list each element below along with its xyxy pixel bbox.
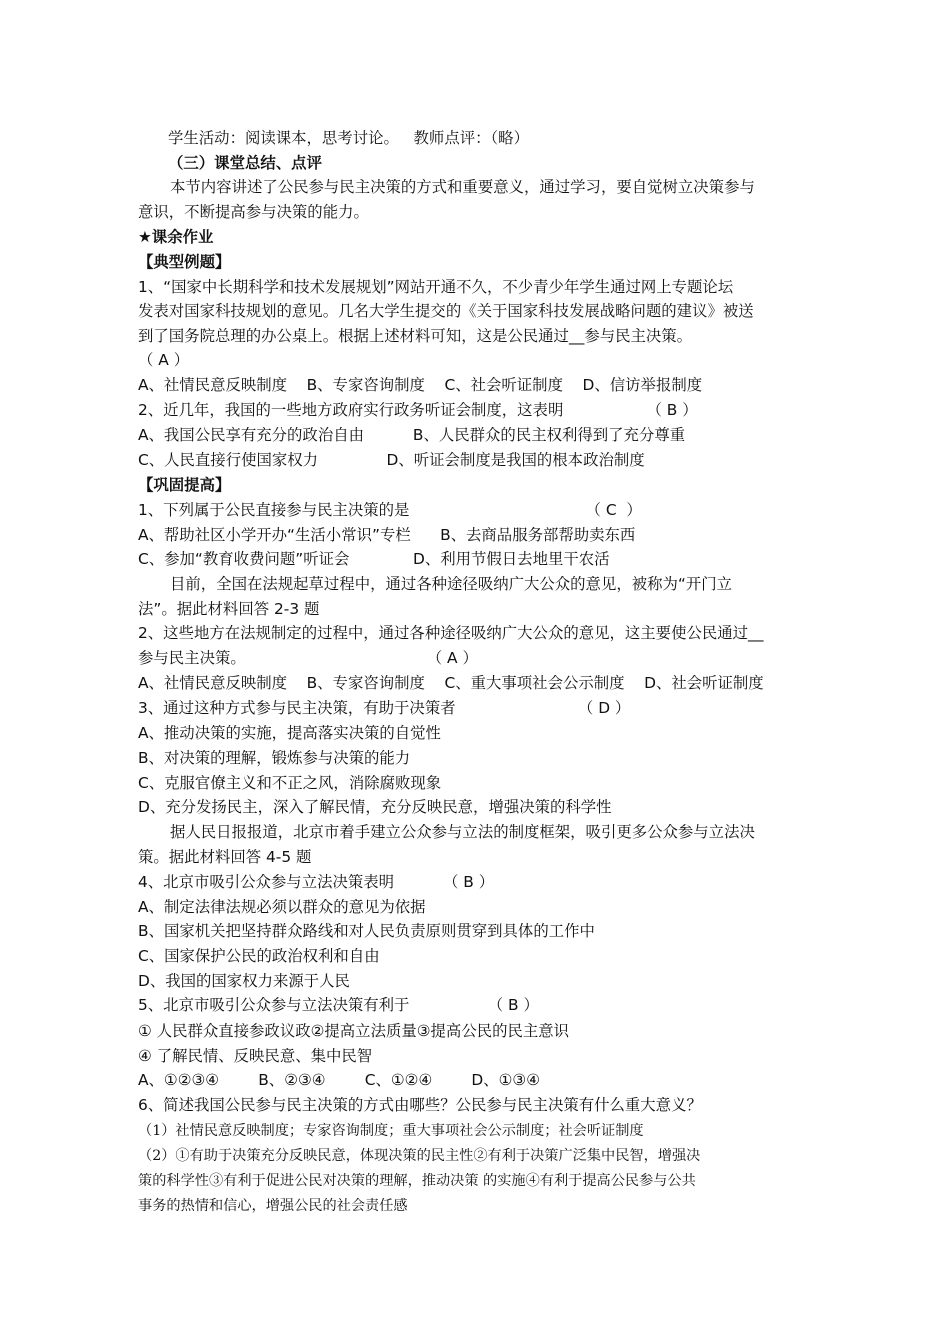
statement-line: ④ 了解民情、反映民意、集中民智 (138, 1047, 373, 1065)
section-heading: （三）课堂总结、点评 (168, 154, 322, 172)
question-line: 1、下列属于公民直接参与民主决策的是 （ C ） (138, 501, 642, 519)
answer-line: （ A ） (138, 351, 190, 369)
text-line: 学生活动：阅读课本，思考讨论。 教师点评：（略） (168, 129, 529, 147)
option-line: C、国家保护公民的政治权利和自由 (138, 947, 380, 965)
statement-line: ① 人民群众直接参政议政②提高立法质量③提高公民的民主意识 (138, 1022, 570, 1040)
homework-heading: ★课余作业 (138, 228, 214, 246)
material-line: 策。据此材料回答 4-5 题 (138, 848, 312, 866)
question-line: 参与民主决策。 （ A ） (138, 649, 478, 667)
options-line: A、①②③④ B、②③④ C、①②④ D、①③④ (138, 1071, 541, 1089)
options-line: C、人民直接行使国家权力 D、听证会制度是我国的根本政治制度 (138, 451, 645, 469)
options-line: A、社情民意反映制度 B、专家咨询制度 C、重大事项社会公示制度 D、社会听证制度 (138, 674, 764, 692)
question-line: 6、简述我国公民参与民主决策的方式由哪些？公民参与民主决策有什么重大意义？ (138, 1096, 702, 1114)
consolidation-heading: 【巩固提高】 (138, 476, 231, 494)
option-line: B、国家机关把坚持群众路线和对人民负责原则贯穿到具体的工作中 (138, 922, 595, 940)
material-line: 法”。据此材料回答 2-3 题 (138, 600, 320, 618)
material-line: 据人民日报报道，北京市着手建立公众参与立法的制度框架，吸引更多公众参与立法决 (170, 823, 755, 841)
question-line: 2、这些地方在法规制定的过程中，通过各种途径吸纳广大公众的意见，这主要使公民通过__ (138, 624, 764, 642)
question-line: 5、北京市吸引公众参与立法决策有利于 （ B ） (138, 996, 539, 1014)
option-line: B、对决策的理解，锻炼参与决策的能力 (138, 749, 411, 767)
answer-line: （2）①有助于决策充分反映民意，体现决策的民主性②有利于决策广泛集中民智，增强决 (138, 1148, 701, 1164)
paragraph-line: 本节内容讲述了公民参与民主决策的方式和重要意义，通过学习，要自觉树立决策参与 (170, 178, 755, 196)
answer-line: 事务的热情和信心，增强公民的社会责任感 (138, 1198, 408, 1214)
option-line: C、克服官僚主义和不正之风，消除腐败现象 (138, 774, 442, 792)
answer-line: （1）社情民意反映制度；专家咨询制度；重大事项社会公示制度；社会听证制度 (138, 1123, 644, 1139)
question-line: 3、通过这种方式参与民主决策，有助于决策者 （ D ） (138, 699, 631, 717)
option-line: D、充分发扬民主，深入了解民情，充分反映民意，增强决策的科学性 (138, 798, 612, 816)
typical-examples-heading: 【典型例题】 (138, 253, 231, 271)
options-line: C、参加“教育收费问题”听证会 D、利用节假日去地里干农活 (138, 550, 610, 568)
answer-line: 策的科学性③有利于促进公民对决策的理解，推动决策 的实施④有利于提高公民参与公共 (138, 1173, 696, 1189)
option-line: A、推动决策的实施，提高落实决策的自觉性 (138, 724, 441, 742)
options-line: A、社情民意反映制度 B、专家咨询制度 C、社会听证制度 D、信访举报制度 (138, 376, 703, 394)
question-line: 2、近几年，我国的一些地方政府实行政务听证会制度，这表明 （ B ） (138, 401, 698, 419)
material-line: 目前，全国在法规起草过程中，通过各种途径吸纳广大公众的意见，被称为“开门立 (170, 575, 733, 593)
question-line: 发表对国家科技规划的意见。几名大学生提交的《关于国家科技发展战略问题的建议》被送 (138, 302, 754, 320)
option-line: D、我国的国家权力来源于人民 (138, 972, 350, 990)
question-line: 4、北京市吸引公众参与立法决策表明 （ B ） (138, 873, 495, 891)
question-line: 1、“国家中长期科学和技术发展规划”网站开通不久，不少青少年学生通过网上专题论坛 (138, 278, 734, 296)
options-line: A、我国公民享有充分的政治自由 B、人民群众的民主权利得到了充分尊重 (138, 426, 686, 444)
option-line: A、制定法律法规必须以群众的意见为依据 (138, 898, 426, 916)
paragraph-line: 意识，不断提高参与决策的能力。 (138, 203, 369, 221)
question-line: 到了国务院总理的办公桌上。根据上述材料可知，这是公民通过__参与民主决策。 (138, 327, 693, 345)
options-line: A、帮助社区小学开办“生活小常识”专栏 B、去商品服务部帮助卖东西 (138, 526, 636, 544)
